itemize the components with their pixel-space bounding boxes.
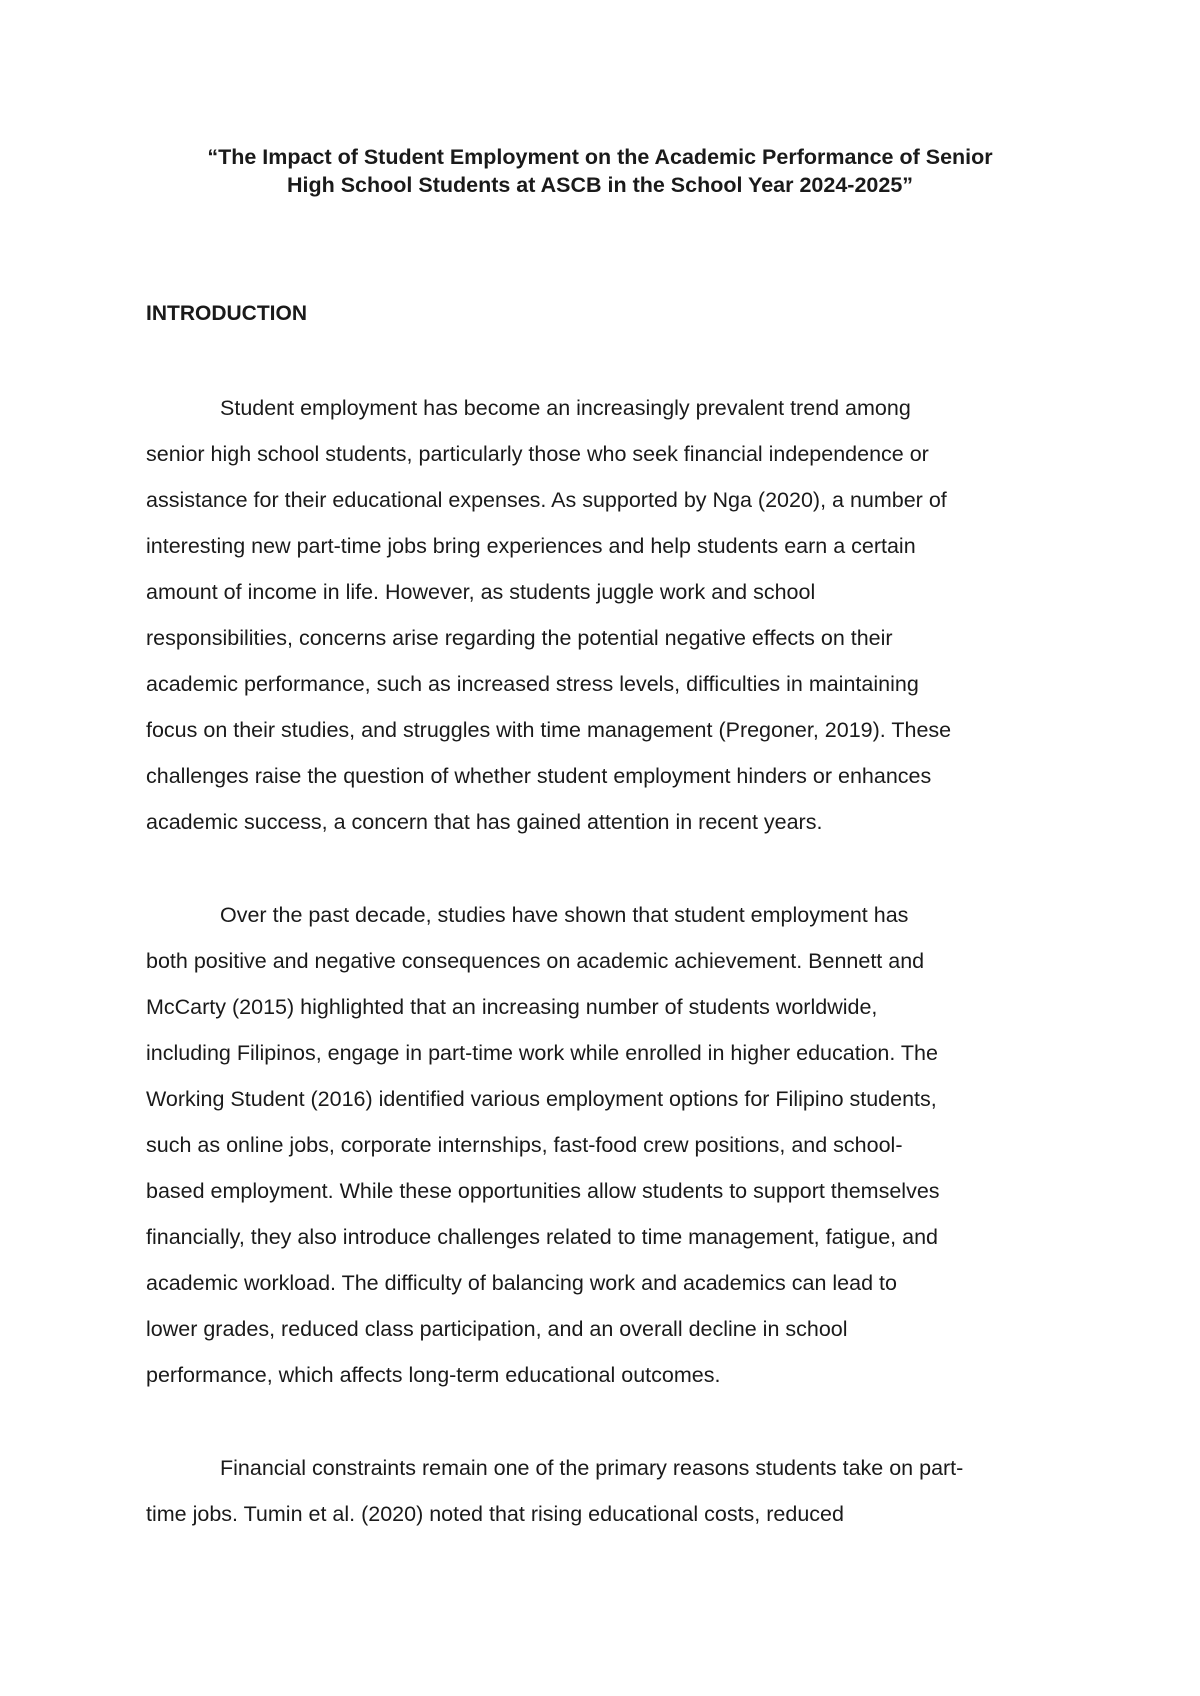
paragraph-line: Working Student (2016) identified various employment options for Filipino students, (146, 1087, 937, 1111)
paragraph-line: focus on their studies, and struggles with time management (Pregoner, 2019). These (146, 718, 952, 742)
paragraph-line: both positive and negative consequences on academic achievement. Bennett and (146, 949, 925, 973)
paragraph-line: Student employment has become an increasingly prevalent trend among (220, 396, 911, 420)
section-heading-introduction: INTRODUCTION (146, 302, 307, 325)
paragraph-line: financially, they also introduce challenges related to time management, fatigue, and (146, 1225, 938, 1249)
document-title (100, 143, 1100, 199)
paragraph-line: McCarty (2015) highlighted that an increasing number of students worldwide, (146, 995, 878, 1019)
paragraph-line: performance, which affects long-term educational outcomes. (146, 1363, 721, 1387)
paragraph-line: challenges raise the question of whether student employment hinders or enhances (146, 764, 932, 788)
document-title-line-1: “The Impact of Student Employment on the Academic Performance of Senior (207, 145, 993, 169)
paragraph-line: Over the past decade, studies have shown that student employment has (220, 903, 909, 927)
paragraph-3 (146, 1445, 1066, 1537)
paragraph-line: time jobs. Tumin et al. (2020) noted that rising educational costs, reduced (146, 1502, 844, 1526)
paragraph-2 (146, 892, 1066, 1398)
paragraph-line: including Filipinos, engage in part-time work while enrolled in higher education. The (146, 1041, 938, 1065)
paragraph-line: assistance for their educational expenses. As supported by Nga (2020), a number of (146, 488, 947, 512)
paragraph-line: senior high school students, particularly those who seek financial independence or (146, 442, 929, 466)
paragraph-line: such as online jobs, corporate internships, fast-food crew positions, and school- (146, 1133, 903, 1157)
paragraph-line: amount of income in life. However, as students juggle work and school (146, 580, 816, 604)
paragraph-line: responsibilities, concerns arise regarding the potential negative effects on their (146, 626, 893, 650)
paragraph-1 (146, 385, 1066, 845)
paragraph-line: Financial constraints remain one of the primary reasons students take on part- (220, 1456, 964, 1480)
paragraph-line: lower grades, reduced class participation, and an overall decline in school (146, 1317, 848, 1341)
paragraph-line: interesting new part-time jobs bring experiences and help students earn a certain (146, 534, 916, 558)
paragraph-line: academic workload. The difficulty of balancing work and academics can lead to (146, 1271, 897, 1295)
document-title-line-2: High School Students at ASCB in the School Year 2024-2025” (286, 173, 914, 197)
paragraph-line: academic performance, such as increased stress levels, difficulties in maintaining (146, 672, 919, 696)
paragraph-line: academic success, a concern that has gained attention in recent years. (146, 810, 823, 834)
paragraph-line: based employment. While these opportunities allow students to support themselves (146, 1179, 940, 1203)
